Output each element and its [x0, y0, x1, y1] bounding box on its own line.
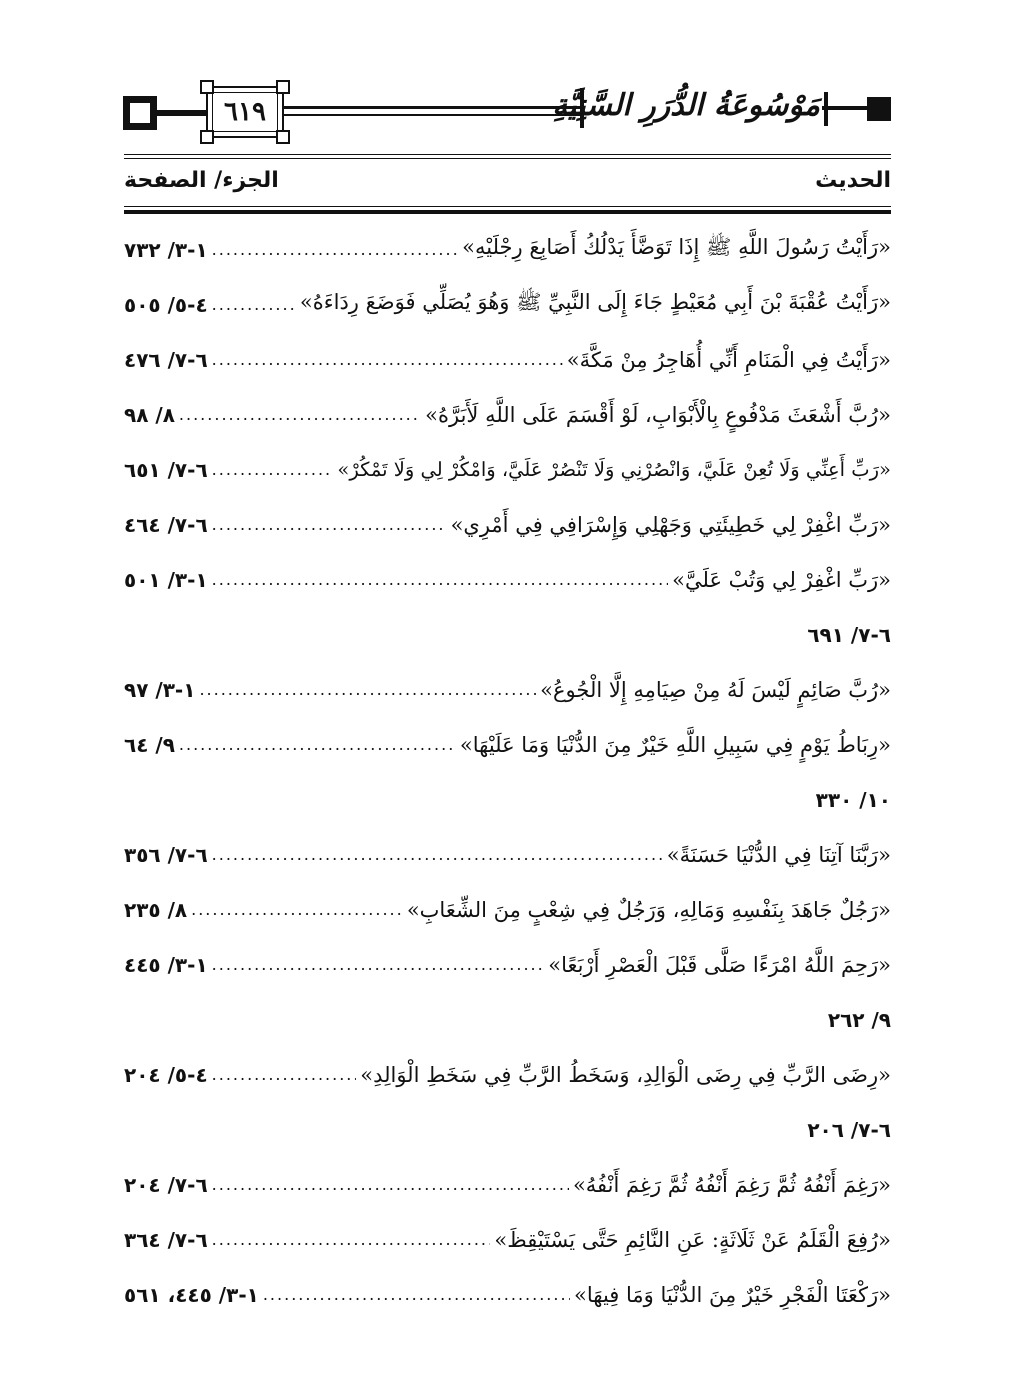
frame-corner	[200, 130, 214, 144]
hadith-index-list	[124, 222, 891, 1322]
index-entry	[124, 937, 891, 992]
entry-hadith-text: «رَحِمَ اللَّهُ امْرَءًا صَلَّى قَبْلَ الْعَصْرِ أَرْبَعًا»	[548, 952, 891, 977]
entry-hadith-text: «رَبَّنَا آتِنَا فِي الدُّنْيَا حَسَنَةً»	[666, 842, 891, 867]
heading-rule-top-thin	[124, 154, 891, 155]
running-header	[0, 0, 1015, 150]
leader-dots	[212, 350, 563, 369]
leader-dots	[212, 845, 663, 864]
index-entry	[124, 497, 891, 552]
leader-dots	[212, 570, 669, 589]
index-entry	[124, 442, 891, 497]
entry-hadith-text: «رَأَيْتُ عُقْبَةَ بْنَ أَبِي مُعَيْطٍ جَاءَ إِلَى النَّبِيِّ ﷺ وَهُوَ يُصَلِّي فَوَضَعَ رِدَاءَهُ»	[299, 290, 891, 314]
entry-hadith-text: «رِبَاطُ يَوْمٍ فِي سَبِيلِ اللَّهِ خَيْرٌ مِنَ الدُّنْيَا وَمَا عَلَيْهَا»	[459, 732, 891, 757]
entry-page-ref: ٦-٧/ ٦٥١	[124, 457, 208, 482]
index-entry	[124, 387, 891, 442]
book-title: مَوْسُوعَةُ الدُّرَرِ السَّنِيَّةِ	[552, 88, 820, 123]
entry-page-ref: ١-٣/ ٩٧	[124, 677, 196, 702]
index-entry	[124, 1267, 891, 1322]
leader-dots	[199, 680, 536, 699]
frame-corner	[276, 80, 290, 94]
entry-page-ref: ٦-٧/ ٢٠٤	[124, 1172, 208, 1197]
heading-rule-top-thin-2	[124, 158, 891, 159]
header-square-right	[867, 97, 891, 121]
entry-page-ref: ٩/ ٢٦٢	[827, 1007, 891, 1032]
heading-rule-bottom-thin	[124, 206, 891, 207]
leader-dots	[212, 460, 334, 479]
leader-dots	[212, 955, 545, 974]
header-line-right	[822, 106, 868, 110]
index-entry	[124, 222, 891, 277]
entry-hadith-text: «رَأَيْتُ رَسُولَ اللَّهِ ﷺ إِذَا تَوَضَّأَ يَدْلُكُ أَصَابِعَ رِجْلَيْهِ»	[462, 235, 891, 259]
entry-page-ref: ٦-٧/ ٤٧٦	[124, 347, 208, 372]
column-heading-page: الجزء/ الصفحة	[124, 168, 279, 193]
header-tick-right	[824, 92, 828, 126]
entry-hadith-text: «رَغِمَ أَنْفُهُ ثُمَّ رَغِمَ أَنْفُهُ ثُمَّ رَغِمَ أَنْفُهُ»	[572, 1172, 891, 1197]
index-entry-continuation	[124, 992, 891, 1047]
leader-dots	[179, 735, 456, 754]
entry-hadith-text: «رَبِّ اغْفِرْ لِي وَتُبْ عَلَيَّ»	[672, 567, 891, 592]
heading-rule-bottom-thick	[124, 210, 891, 214]
frame-corner	[276, 130, 290, 144]
index-entry	[124, 717, 891, 772]
leader-dots	[212, 1175, 569, 1194]
entry-page-ref: ٦-٧/ ٤٦٤	[124, 512, 208, 537]
index-entry	[124, 1212, 891, 1267]
index-entry	[124, 1047, 891, 1102]
entry-page-ref: ٩/ ٦٤	[124, 732, 175, 757]
index-entry	[124, 332, 891, 387]
entry-page-ref: ١-٣/ ٤٤٥، ٥٦١	[124, 1282, 259, 1307]
entry-page-ref: ٨/ ٩٨	[124, 402, 175, 427]
index-entry	[124, 827, 891, 882]
header-line-mid-lower	[284, 114, 580, 116]
page-number-frame	[206, 86, 284, 138]
index-entry	[124, 662, 891, 717]
leader-dots	[212, 515, 447, 534]
entry-page-ref: ٦-٧/ ٦٩١	[807, 622, 891, 647]
entry-page-ref: ٦-٧/ ٢٠٦	[807, 1117, 891, 1142]
entry-hadith-text: «رَأَيْتُ فِي الْمَنَامِ أَنِّي أُهَاجِرُ مِنْ مَكَّةَ»	[566, 347, 891, 372]
entry-page-ref: ٨/ ٢٣٥	[124, 897, 188, 922]
leader-dots	[212, 240, 458, 259]
entry-hadith-text: «رَجُلٌ جَاهَدَ بِنَفْسِهِ وَمَالِهِ، وَرَجُلٌ فِي شِعْبٍ مِنَ الشِّعَابِ»	[406, 897, 891, 922]
index-entry	[124, 277, 891, 332]
leader-dots	[191, 900, 403, 919]
entry-page-ref: ٤-٥/ ٥٠٥	[124, 292, 208, 317]
header-line-left	[157, 110, 207, 116]
index-entry-continuation	[124, 607, 891, 662]
entry-page-ref: ٤-٥/ ٢٠٤	[124, 1062, 208, 1087]
entry-hadith-text: «رَبِّ أَعِنِّي وَلَا تُعِنْ عَلَيَّ، وَانْصُرْنِي وَلَا تَنْصُرْ عَلَيَّ، وَامْكُرْ لِي وَلَا تَمْكُرْ»	[337, 458, 891, 481]
leader-dots	[212, 1230, 491, 1249]
column-heading-hadith: الحديث	[815, 168, 891, 193]
entry-hadith-text: «رَبِّ اغْفِرْ لِي خَطِيئَتِي وَجَهْلِي وَإِسْرَافِي فِي أَمْرِي»	[450, 512, 891, 537]
entry-hadith-text: «رُفِعَ الْقَلَمُ عَنْ ثَلَاثَةٍ: عَنِ النَّائِمِ حَتَّى يَسْتَيْقِظَ»	[494, 1227, 891, 1252]
index-entry-continuation	[124, 772, 891, 827]
entry-page-ref: ١-٣/ ٥٠١	[124, 567, 208, 592]
leader-dots	[212, 1065, 357, 1084]
entry-page-ref: ١-٣/ ٧٣٢	[124, 237, 208, 262]
entry-page-ref: ١٠/ ٣٣٠	[815, 787, 891, 812]
index-entry	[124, 882, 891, 937]
header-square-left	[123, 96, 157, 130]
index-entry	[124, 1157, 891, 1212]
entry-page-ref: ١-٣/ ٤٤٥	[124, 952, 208, 977]
index-entry	[124, 552, 891, 607]
entry-hadith-text: «رَكْعَتَا الْفَجْرِ خَيْرٌ مِنَ الدُّنْيَا وَمَا فِيهَا»	[574, 1282, 891, 1307]
entry-hadith-text: «رِضَى الرَّبِّ فِي رِضَى الْوَالِدِ، وَسَخَطُ الرَّبِّ فِي سَخَطِ الْوَالِدِ»	[360, 1062, 891, 1087]
page-number: ٦١٩	[212, 92, 278, 132]
leader-dots	[212, 295, 296, 314]
index-entry-continuation	[124, 1102, 891, 1157]
entry-hadith-text: «رُبَّ صَائِمٍ لَيْسَ لَهُ مِنْ صِيَامِهِ إِلَّا الْجُوعُ»	[540, 677, 891, 702]
leader-dots	[263, 1285, 570, 1304]
leader-dots	[179, 405, 421, 424]
entry-hadith-text: «رُبَّ أَشْعَثَ مَدْفُوعٍ بِالْأَبْوَابِ، لَوْ أَقْسَمَ عَلَى اللَّهِ لَأَبَرَّهُ»	[425, 402, 891, 427]
entry-page-ref: ٦-٧/ ٣٦٤	[124, 1227, 208, 1252]
header-line-mid	[284, 106, 580, 109]
entry-page-ref: ٦-٧/ ٣٥٦	[124, 842, 208, 867]
